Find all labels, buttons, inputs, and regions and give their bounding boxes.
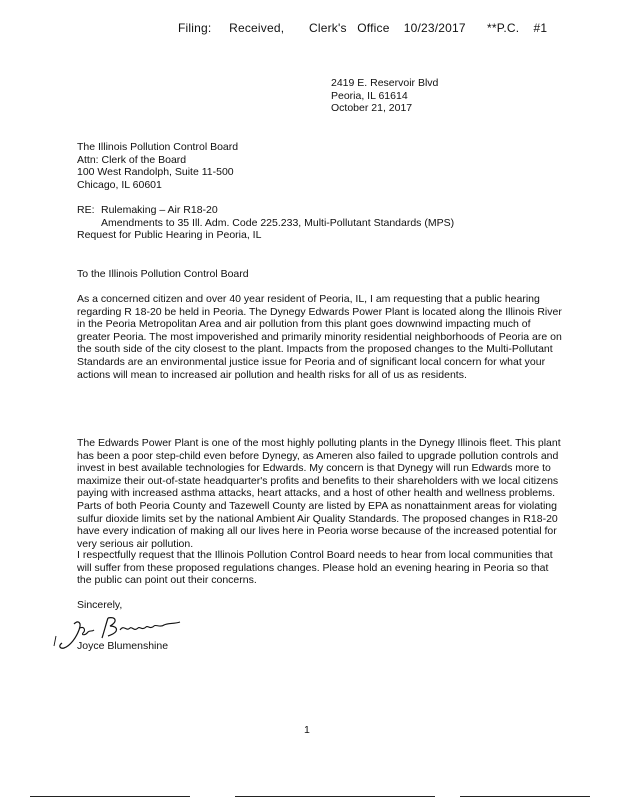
subject-block — [77, 204, 454, 242]
page-number: 1 — [304, 724, 310, 736]
subject-line: Request for Public Hearing in Peoria, IL — [77, 229, 262, 241]
recipient-line: 100 West Randolph, Suite 11-500 — [77, 166, 234, 178]
body-paragraph: I respectfully request that the Illinois Pollution Control Board needs to hear from local communities that will suffer from these proposed regulations changes. Please hold an evening hearing in Peoria so that the public can point out their concerns. — [77, 549, 553, 587]
sender-street: 2419 E. Reservoir Blvd — [331, 77, 439, 89]
subject-line: Amendments to 35 Ill. Adm. Code 225.233, Multi-Pollutant Standards (MPS) — [101, 216, 455, 229]
scan-edge-line — [0, 796, 619, 798]
subject-label: RE: — [77, 204, 95, 216]
sender-city: Peoria, IL 61614 — [331, 89, 408, 102]
sender-address — [331, 77, 438, 115]
recipient-line: The Illinois Pollution Control Board — [77, 141, 239, 153]
signer-name: Joyce Blumenshine — [77, 640, 169, 652]
letter-date: October 21, 2017 — [331, 102, 413, 114]
subject-line: Rulemaking – Air R18-20 — [101, 204, 218, 216]
body-paragraph: As a concerned citizen and over 40 year resident of Peoria, IL, I am requesting that a public hearing regarding R 18-20 be held in Peoria. The Dynegy Edwards Power Plant is located along the Illinois River in the Peoria Metropolitan Area and air pollution from this plant goes downwind impacting much of greater Peoria. The most impoverished and primarily minority residential neighborhoods of Peoria are on the south side of the city closest to the plant. Impacts from the proposed changes to the Multi-Pollutant Standards are an environmental justice issue for Peoria and of significant local concern for what your actions will mean to increased air pollution and health risks for all of us as residents. — [77, 293, 562, 381]
recipient-line: Chicago, IL 60601 — [77, 178, 162, 191]
salutation: To the Illinois Pollution Control Board — [77, 268, 249, 280]
filing-stamp: Filing: Received, Clerk's Office 10/23/2017 **P.C. #1 — [178, 21, 548, 35]
closing: Sincerely, — [77, 599, 123, 611]
recipient-address — [77, 141, 238, 191]
recipient-line: Attn: Clerk of the Board — [77, 153, 187, 166]
body-paragraph: The Edwards Power Plant is one of the most highly polluting plants in the Dynegy Illinois fleet. This plant has been a poor step-child even before Dynegy, as Ameren also failed to upgrade pollution controls and invest in best available technologies for Edwards. My concern is that Dynegy will run Edwards more to maximize their out-of-state headquarter's profits and benefits to their shareholders with we local citizens paying with increased asthma attacks, heart attacks, and a host of other health and wellness problems. Parts of both Peoria County and Tazewell County are listed by EPA as nonattainment areas for violating sulfur dioxide limits set by the national Ambient Air Quality Standards. The proposed changes in R18-20 have every indication of making all our lives here in Peoria worse because of the increased potential for very serious air pollution. — [77, 437, 561, 550]
